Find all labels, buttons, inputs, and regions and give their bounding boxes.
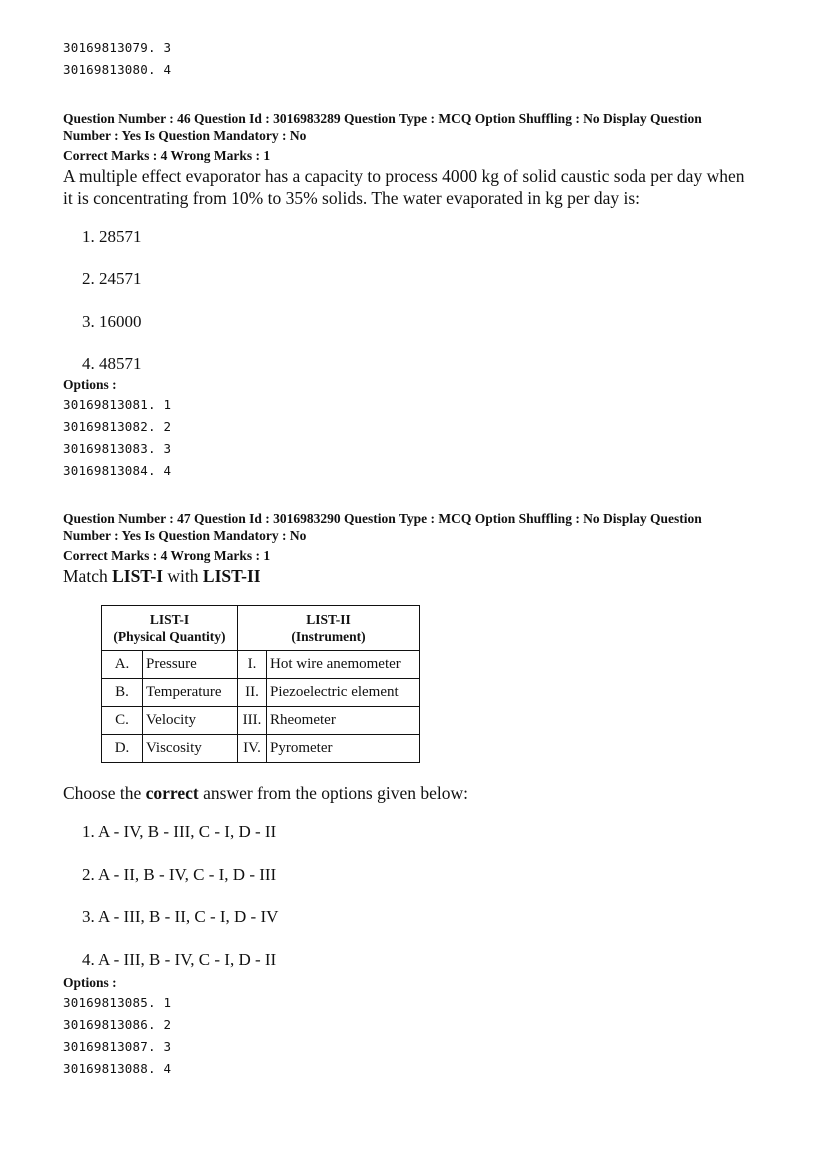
option-number: 3 xyxy=(163,1039,172,1054)
meta-line: Correct Marks : 4 Wrong Marks : 1 xyxy=(63,148,271,163)
list1-letter: B. xyxy=(102,679,143,707)
prompt-list2: LIST-II xyxy=(202,566,261,586)
list1-quantity: Viscosity xyxy=(143,735,238,763)
options-label: Options : xyxy=(63,975,117,990)
question-text-line: A multiple effect evaporator has a capacity to process 4000 kg of solid caustic soda per day when xyxy=(63,166,745,186)
option-row: 30169813088. 4 xyxy=(63,1061,172,1076)
option-row: 30169813087. 3 xyxy=(63,1039,172,1054)
question-47-prompt xyxy=(63,565,261,587)
options-label: Options : xyxy=(63,377,117,392)
option-number: 4 xyxy=(163,1061,172,1076)
option-row: 30169813084. 4 xyxy=(63,463,172,478)
option-number: 1 xyxy=(163,397,172,412)
list2-instrument: Hot wire anemometer xyxy=(267,651,420,679)
list1-subtitle: (Physical Quantity) xyxy=(113,629,226,644)
option-number: 2 xyxy=(163,419,172,434)
list1-quantity: Pressure xyxy=(143,651,238,679)
list2-subtitle: (Instrument) xyxy=(291,629,366,644)
meta-line: Question Number : 47 Question Id : 3016983290 Question Type : MCQ Option Shuffling : No Display Question xyxy=(63,511,702,526)
option-row: 30169813080. 4 xyxy=(63,62,172,77)
question-46-meta xyxy=(63,110,783,164)
answer-choice: 3. 16000 xyxy=(82,312,142,331)
option-number: 4 xyxy=(163,62,172,77)
meta-line: Correct Marks : 4 Wrong Marks : 1 xyxy=(63,548,271,563)
list1-quantity: Temperature xyxy=(143,679,238,707)
prompt-text: with xyxy=(163,566,203,586)
instruction-text: Choose the xyxy=(63,783,146,803)
answer-choice: 4. 48571 xyxy=(82,354,142,373)
option-id: 30169813080 xyxy=(63,62,148,77)
table-row xyxy=(102,707,420,735)
instruction-bold: correct xyxy=(145,783,199,803)
list2-title: LIST-II xyxy=(306,612,351,627)
choose-instruction xyxy=(63,782,468,804)
table-row xyxy=(102,651,420,679)
list1-quantity: Velocity xyxy=(143,707,238,735)
list1-title: LIST-I xyxy=(149,612,190,627)
option-id: 30169813079 xyxy=(63,40,148,55)
answer-choice: 1. 28571 xyxy=(82,227,142,246)
answer-choice: 2. A - II, B - IV, C - I, D - III xyxy=(82,865,277,884)
option-number: 2 xyxy=(163,1017,172,1032)
option-id: 30169813084 xyxy=(63,463,148,478)
option-row: 30169813085. 1 xyxy=(63,995,172,1010)
answer-choice: 3. A - III, B - II, C - I, D - IV xyxy=(82,907,279,926)
list2-header xyxy=(238,606,420,651)
prompt-text: Match xyxy=(63,566,113,586)
option-row: 30169813082. 2 xyxy=(63,419,172,434)
meta-line: Number : Yes Is Question Mandatory : No xyxy=(63,128,307,143)
list2-roman: III. xyxy=(238,707,267,735)
list2-roman: I. xyxy=(238,651,267,679)
list2-roman: IV. xyxy=(238,735,267,763)
answer-choice: 2. 24571 xyxy=(82,269,142,288)
option-number: 3 xyxy=(163,40,172,55)
match-table-header xyxy=(102,606,420,651)
meta-line: Question Number : 46 Question Id : 3016983289 Question Type : MCQ Option Shuffling : No Display Question xyxy=(63,111,702,126)
list2-instrument: Piezoelectric element xyxy=(267,679,420,707)
list2-instrument: Pyrometer xyxy=(267,735,420,763)
option-row: 30169813083. 3 xyxy=(63,441,172,456)
prompt-list1: LIST-I xyxy=(112,566,164,586)
option-id: 30169813081 xyxy=(63,397,148,412)
match-table xyxy=(101,605,420,763)
option-id: 30169813083 xyxy=(63,441,148,456)
option-id: 30169813082 xyxy=(63,419,148,434)
question-text-line: it is concentrating from 10% to 35% solids. The water evaporated in kg per day is: xyxy=(63,188,641,208)
option-id: 30169813087 xyxy=(63,1039,148,1054)
option-row: 30169813081. 1 xyxy=(63,397,172,412)
option-number: 3 xyxy=(163,441,172,456)
question-46-text xyxy=(63,165,803,209)
option-id: 30169813085 xyxy=(63,995,148,1010)
list2-roman: II. xyxy=(238,679,267,707)
option-number: 4 xyxy=(163,463,172,478)
meta-line: Number : Yes Is Question Mandatory : No xyxy=(63,528,307,543)
option-id: 30169813086 xyxy=(63,1017,148,1032)
option-id: 30169813088 xyxy=(63,1061,148,1076)
option-row: 30169813079. 3 xyxy=(63,40,172,55)
table-row xyxy=(102,679,420,707)
question-47-meta xyxy=(63,510,783,564)
option-row: 30169813086. 2 xyxy=(63,1017,172,1032)
list1-letter: A. xyxy=(102,651,143,679)
answer-choice: 1. A - IV, B - III, C - I, D - II xyxy=(82,822,277,841)
answer-choice: 4. A - III, B - IV, C - I, D - II xyxy=(82,950,277,969)
table-row xyxy=(102,735,420,763)
option-number: 1 xyxy=(163,995,172,1010)
list1-letter: C. xyxy=(102,707,143,735)
instruction-text: answer from the options given below: xyxy=(198,783,469,803)
list1-header xyxy=(102,606,238,651)
list1-letter: D. xyxy=(102,735,143,763)
list2-instrument: Rheometer xyxy=(267,707,420,735)
